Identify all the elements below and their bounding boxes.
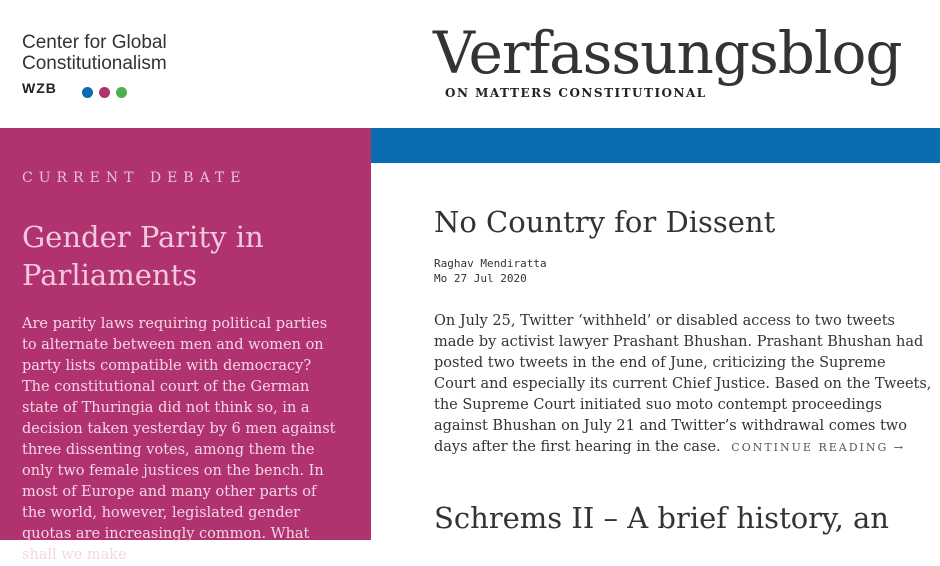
accent-bar xyxy=(371,128,940,163)
blue-dot-icon xyxy=(82,87,93,98)
post-meta xyxy=(434,256,547,286)
wzb-dots xyxy=(82,83,133,102)
green-dot-icon xyxy=(116,87,127,98)
post-title-link-2[interactable]: Schrems II – A brief history, an xyxy=(434,501,889,535)
current-debate-panel xyxy=(0,128,371,563)
site-header xyxy=(0,0,940,128)
org-logo-text[interactable] xyxy=(22,32,167,74)
post-author-link[interactable]: Raghav Mendiratta xyxy=(434,257,547,270)
site-title[interactable]: Verfassungsblog xyxy=(433,19,902,87)
debate-description: Are parity laws requiring political parties to alternate between men and women on party lists compatible with democracy? The constitutional court of the German state of Thuringia did not think so, in a decision taken yesterday by 6 men against three dissenting votes, among them the only two female justices on the bench. In most of Europe and many other parts of the world, however, legislated gender quotas are increasingly common. What shall we make xyxy=(22,316,336,563)
continue-reading-link[interactable]: CONTINUE READING → xyxy=(731,441,905,454)
org-line-2: Constitutionalism xyxy=(22,53,167,74)
site-tagline: ON MATTERS CONSTITUTIONAL xyxy=(445,86,707,100)
magenta-dot-icon xyxy=(99,87,110,98)
post-date: Mo 27 Jul 2020 xyxy=(434,272,527,285)
post-excerpt-text: On July 25, Twitter ‘withheld’ or disabled access to two tweets made by activist lawyer Prashant Bhushan. Prashant Bhushan had posted two tweets in the end of June, criticizing the Supreme Court and especially its current Chief Justice. Based on the Tweets, the Supreme Court initiated suo moto contempt proceedings against Bhushan on July 21 and Twitter’s withdrawal comes two days after the first hearing in the case. xyxy=(434,313,932,455)
main-content xyxy=(371,163,940,540)
post-excerpt xyxy=(434,311,932,458)
wzb-label: WZB xyxy=(22,80,57,96)
post-title-link[interactable]: No Country for Dissent xyxy=(434,205,776,239)
debate-title-link[interactable]: Gender Parity in Parliaments xyxy=(22,220,264,292)
current-debate-label: CURRENT DEBATE xyxy=(22,170,247,186)
org-line-1: Center for Global xyxy=(22,32,167,53)
